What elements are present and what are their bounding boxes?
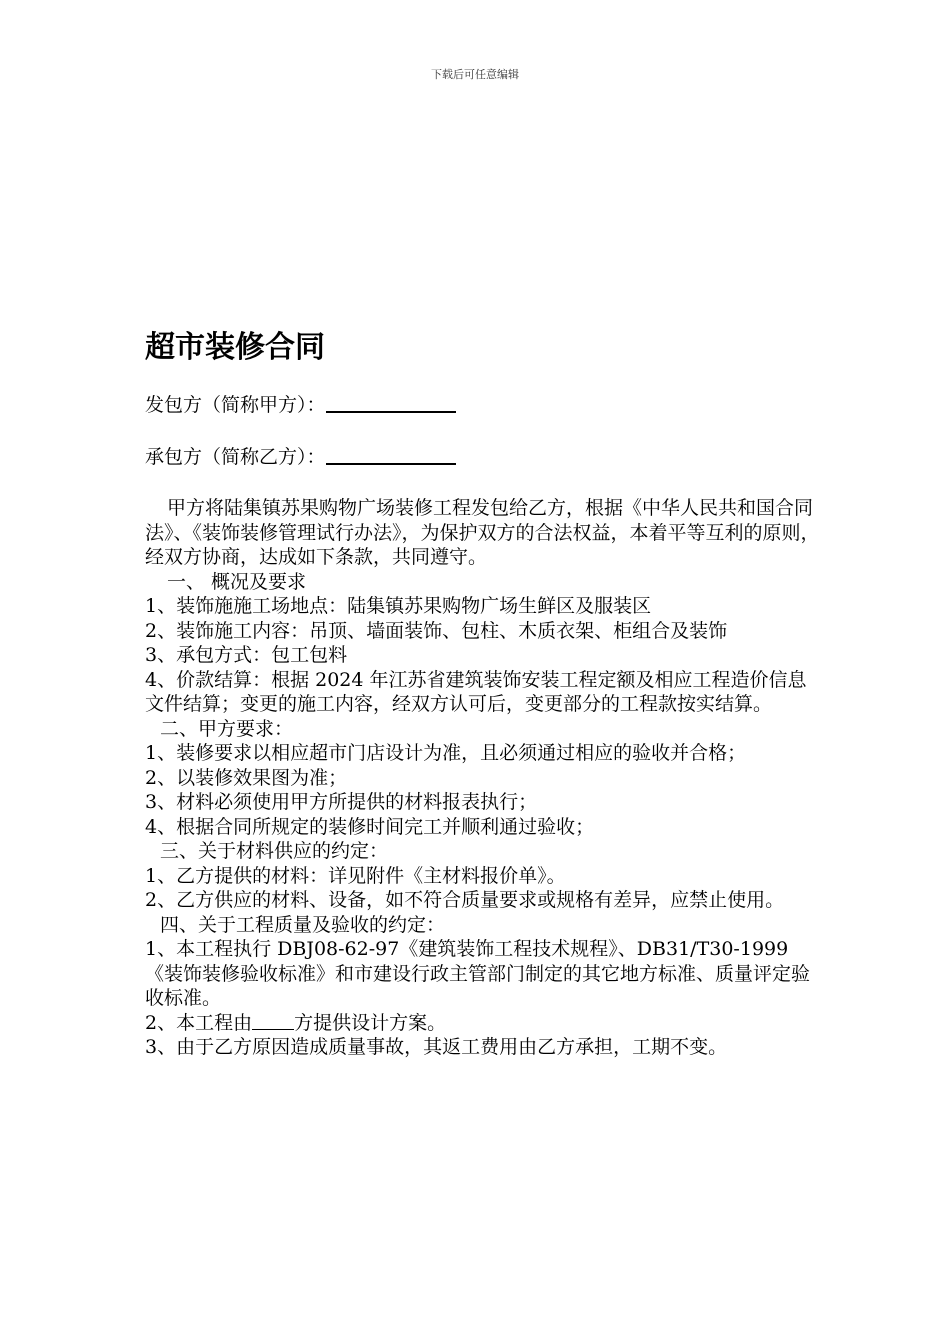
contract-document (145, 326, 825, 1060)
intro-paragraph: 甲方将陆集镇苏果购物广场装修工程发包给乙方，根据《中华人民共和国合同法》、《装饰装修管理试行办法》，为保护双方的合法权益，本着平等互利的原则，经双方协商，达成如下条款，共同遵守。 (145, 497, 820, 568)
party-b-row (145, 444, 825, 470)
clause-item: 1、乙方提供的材料：详见附件《主材料报价单》。 (145, 864, 566, 887)
clause-item: 2、以装修效果图为准； (145, 766, 348, 789)
clause-item: 2、乙方供应的材料、设备，如不符合质量要求或规格有差异，应禁止使用。 (145, 889, 785, 911)
contract-body (145, 496, 825, 1060)
party-a-label: 发包方（简称甲方）： (145, 394, 326, 416)
section-heading: 二、甲方要求： (160, 717, 294, 740)
party-b-blank (326, 445, 456, 465)
clause-prefix: 2、本工程由 (145, 1011, 253, 1034)
clause-item: 3、材料必须使用甲方所提供的材料报表执行； (145, 791, 538, 813)
section-heading: 四、关于工程质量及验收的约定： (160, 913, 446, 936)
section-heading: 一、 概况及要求 (167, 570, 307, 593)
document-title: 超市装修合同 (145, 330, 325, 365)
clause-suffix: 方提供设计方案。 (294, 1011, 447, 1034)
party-a-row (145, 392, 825, 418)
clause-item: 4、根据合同所规定的装修时间完工并顺利通过验收； (145, 815, 595, 838)
header-note: 下载后可任意编辑 (431, 68, 519, 81)
clause-item: 4、价款结算：根据 2024 年江苏省建筑装饰安装工程定额及相应工程造价信息文件结算；变更的施工内容，经双方认可后，变更部分的工程款按实结算。 (145, 668, 807, 715)
section-heading: 三、关于材料供应的约定： (160, 840, 389, 862)
party-a-blank (326, 393, 456, 413)
clause-item: 1、装饰施施工场地点：陆集镇苏果购物广场生鲜区及服装区 (145, 595, 652, 617)
design-party-blank (252, 1013, 294, 1030)
party-b-label: 承包方（简称乙方）： (145, 446, 326, 468)
clause-item: 2、装饰施工内容：吊顶、墙面装饰、包柱、木质衣架、柜组合及装饰 (145, 619, 728, 642)
clause-item: 1、装修要求以相应超市门店设计为准，且必须通过相应的验收并合格； (145, 742, 747, 764)
clause-item: 3、由于乙方原因造成质量事故，其返工费用由乙方承担，工期不变。 (145, 1036, 728, 1058)
clause-item: 1、本工程执行 DBJ08-62-97《建筑装饰工程技术规程》、DB31/T30-1999《装饰装修验收标准》和市建设行政主管部门制定的其它地方标准、质量评定验收标准。 (145, 938, 811, 1009)
clause-item: 3、承包方式：包工包料 (145, 644, 348, 666)
clause-item-design-party (145, 1011, 825, 1036)
